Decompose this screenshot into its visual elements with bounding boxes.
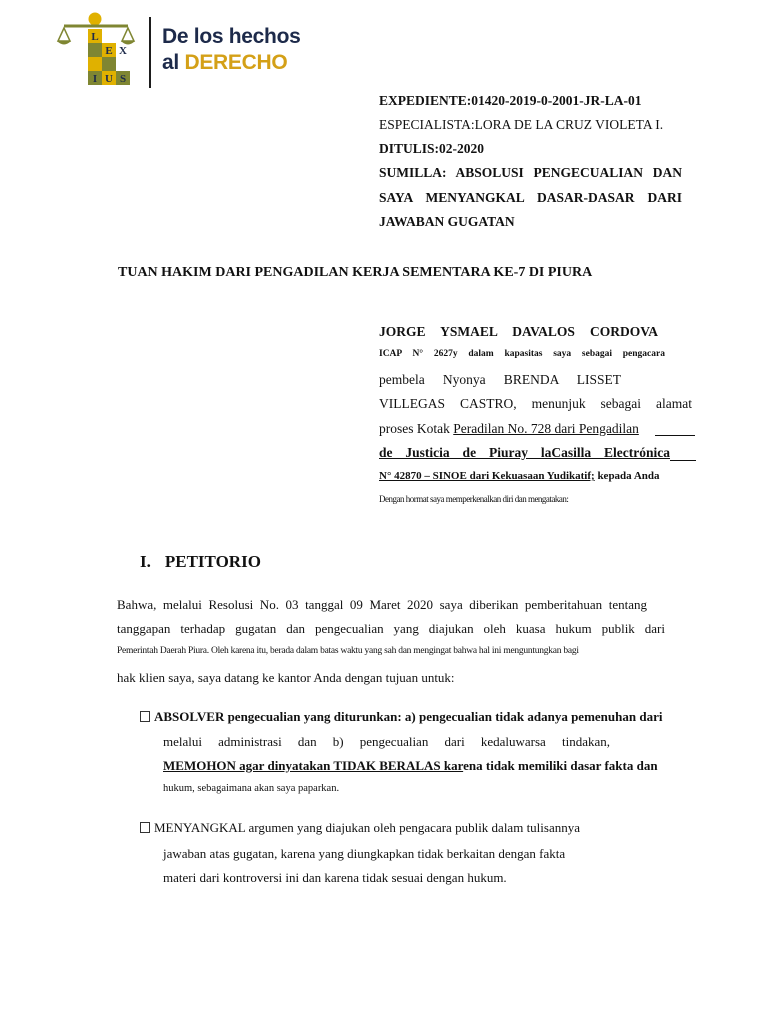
section-number: I. (140, 552, 151, 571)
lexius-logo (56, 10, 156, 90)
item-1-line-4: hukum, sebagaimana akan saya paparkan. (163, 783, 340, 794)
logo-letter: U (105, 73, 113, 85)
blank-underline (670, 460, 696, 461)
party-line-7 (379, 470, 660, 482)
section-title (140, 552, 275, 572)
logo-letter: E (105, 45, 113, 57)
brand-divider (149, 17, 151, 88)
logo-letter: S (119, 73, 127, 85)
party-line-5-b: Peradilan No. 728 dari Pengadilan (453, 421, 639, 436)
brand-line-2-b: DERECHO (184, 51, 288, 74)
party-line-7-b: kepada Anda (594, 470, 660, 482)
court-addressee: TUAN HAKIM DARI PENGADILAN KERJA SEMENTARA KE-7 DI PIURA (118, 265, 593, 280)
item-1-line-2: melalui administrasi dan b) pengecualian dari kedaluwarsa tindakan, (163, 734, 610, 749)
item-1-line-1 (140, 709, 662, 725)
party-icap: ICAP N° 2627y dalam kapasitas saya sebagai pengacara (379, 349, 665, 359)
brand-line-2 (162, 50, 300, 76)
party-line-7-a: N° 42870 – SINOE dari Kekuasaan Yudikatif; (379, 470, 595, 482)
blank-underline (655, 435, 695, 436)
para-line-2: tanggapan terhadap gugatan dan pengecualian yang diajukan oleh kuasa hukum publik dari (117, 621, 665, 636)
sumilla-line-2: SAYA MENYANGKAL DASAR-DASAR DARI (379, 190, 682, 205)
checkbox-bullet-icon (140, 822, 150, 833)
item-2-line-1 (140, 820, 580, 836)
ditulis: DITULIS:02-2020 (379, 141, 485, 156)
sumilla-line-1: SUMILLA: ABSOLUSI PENGECUALIAN DAN (379, 165, 682, 180)
brand-slogan (162, 24, 300, 76)
brand-line-2-a: al (162, 51, 185, 74)
party-name: JORGE YSMAEL DAVALOS CORDOVA (379, 324, 658, 339)
item-1-line-1-rest: pengecualian yang diturunkan: a) pengecualian tidak adanya pemenuhan dari (224, 709, 663, 724)
party-line-8: Dengan hormat saya memperkenalkan diri dan mengatakan: (379, 494, 569, 504)
brand-line-1: De los hechos (162, 25, 301, 48)
especialista: ESPECIALISTA:LORA DE LA CRUZ VIOLETA I. (379, 117, 664, 132)
party-line-4: VILLEGAS CASTRO, menunjuk sebagai alamat (379, 396, 692, 411)
checkbox-bullet-icon (140, 711, 150, 722)
para-line-1: Bahwa, melalui Resolusi No. 03 tanggal 09 Maret 2020 saya diberikan pemberitahuan tentang (117, 597, 647, 612)
item-2-line-1-text: MENYANGKAL argumen yang diajukan oleh pengacara publik dalam tulisannya (154, 820, 580, 835)
party-line-5 (379, 421, 639, 437)
section-label: PETITORIO (164, 552, 261, 571)
para-line-4: hak klien saya, saya datang ke kantor Anda dengan tujuan untuk: (117, 670, 455, 685)
expediente: EXPEDIENTE:01420-2019-0-2001-JR-LA-01 (379, 93, 642, 108)
sumilla-line-3: JAWABAN GUGATAN (379, 214, 515, 229)
logo-letter: X (119, 45, 127, 57)
party-line-6: de Justicia de Piuray laCasilla Electrónica (379, 445, 670, 460)
item-2-line-3: materi dari kontroversi ini dan karena tidak sesuai dengan hukum. (163, 870, 507, 885)
logo-letter: L (91, 31, 99, 43)
item-1-line-3 (163, 758, 658, 774)
party-line-5-a: proses Kotak (379, 421, 454, 436)
logo-letter: I (92, 73, 98, 85)
item-2-line-2: jawaban atas gugatan, karena yang diungkapkan tidak berkaitan dengan fakta (163, 846, 566, 861)
party-line-3: pembela Nyonya BRENDA LISSET (379, 372, 621, 387)
para-line-3: Pemerintah Daerah Piura. Oleh karena itu, berada dalam batas waktu yang sah dan mengingat bahwa hal ini menguntungkan bagi (117, 646, 579, 656)
item-1-line-3-b: ena tidak memiliki dasar fakta dan (463, 758, 658, 773)
item-1-keyword: ABSOLVER (154, 709, 225, 724)
item-1-line-3-a: MEMOHON agar dinyatakan TIDAK BERALAS kar (163, 758, 464, 773)
